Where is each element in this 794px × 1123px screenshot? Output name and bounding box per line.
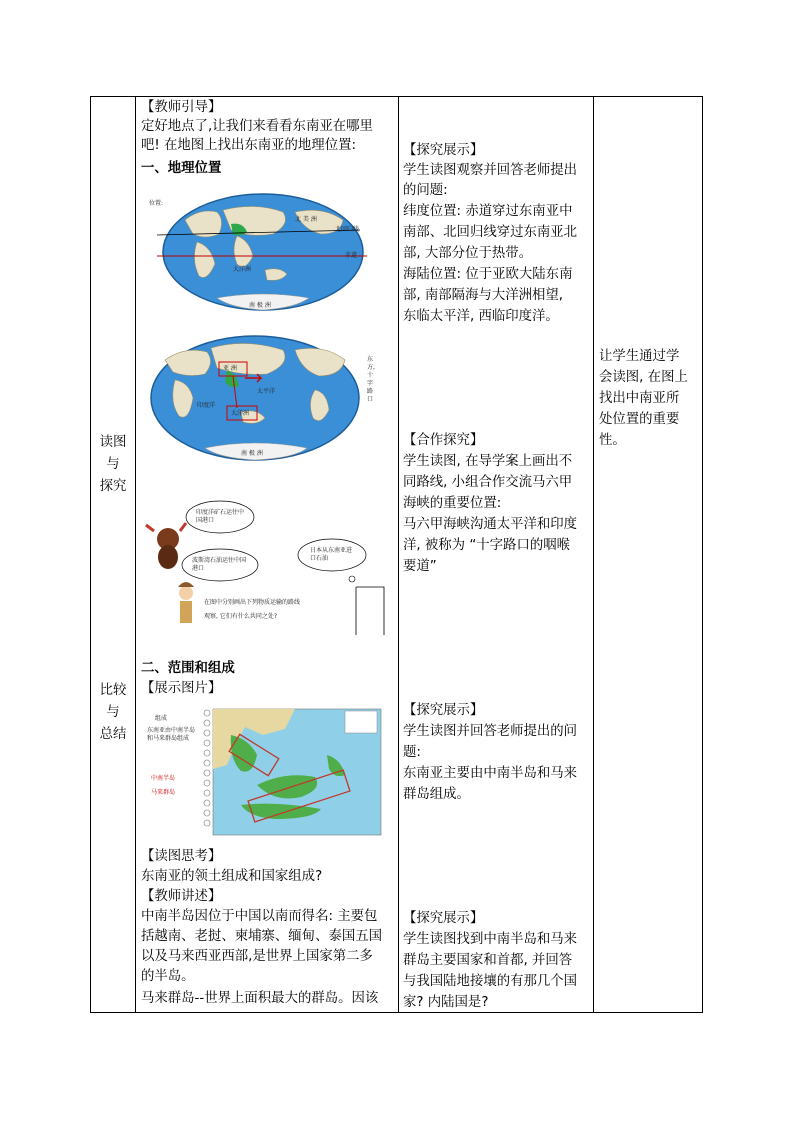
sea-map-note-1: 组成 — [155, 715, 168, 722]
student-line: 学生读图并回答老师提出的问 — [403, 724, 578, 739]
student-line: 学生读图找到中南半岛和马来 — [403, 932, 578, 947]
label-line: 与 — [106, 457, 120, 472]
student-line: 与我国陆地接壤的有那几个国 — [403, 974, 578, 989]
label-line: 读图 — [99, 435, 127, 450]
student-block1-heading: 【探究展示】 — [403, 143, 484, 158]
student-line: 洋, 被称为 “十字路口的咽喉 — [403, 538, 571, 553]
row-label-compare-summary — [95, 680, 131, 746]
student-line: 海峡的重要位置: — [403, 496, 502, 511]
student-line: 部, 南部隔海与大洋洲相望, — [403, 288, 564, 303]
map1-antarctica: 南 极 洲 — [249, 302, 271, 309]
col-divider-1 — [135, 96, 136, 1013]
teacher-talk-line: 括越南、老挝、柬埔寨、缅甸、泰国五国 — [141, 929, 383, 944]
teacher-guide-intro-2: 吧! 在地图上找出东南亚的地理位置: — [141, 138, 356, 153]
sea-map-note-2: 东南亚由中南半岛和马来群岛组成 — [147, 727, 196, 742]
student-line: 同路线, 小组合作交流马六甲 — [403, 475, 573, 490]
student-block3-heading: 【探究展示】 — [403, 703, 484, 718]
map1-tropic: 北回归线 — [335, 226, 360, 233]
cartoon-caption-2: 观察, 它们有什么共同之处? — [204, 613, 277, 620]
world-map2-svg — [145, 330, 385, 470]
map2-antarctica: 南 极 洲 — [241, 450, 263, 457]
teacher-talk-heading: 【教师讲述】 — [141, 889, 222, 904]
cartoon-bubble-1: 印度洋矿石运往中国港口 — [196, 509, 245, 524]
student-line: 学生读图观察并回答老师提出 — [403, 163, 578, 178]
teacher-talk-line: 的半岛。 — [141, 969, 195, 984]
label-line: 与 — [106, 705, 120, 720]
map2-side-note: 东方, 十字路口 — [367, 356, 375, 403]
student-line: 要道” — [403, 559, 437, 574]
student-line: 的问题: — [403, 183, 448, 198]
teacher-guide-heading: 【教师引导】 — [141, 100, 222, 115]
student-line: 家? 内陆国是? — [403, 995, 489, 1010]
student-line: 部, 大部分位于热带。 — [403, 246, 533, 261]
cartoon-illustration — [140, 495, 390, 635]
read-think-question: 东南亚的领土组成和国家组成? — [141, 869, 323, 884]
student-line: 海陆位置: 位于亚欧大陆东南 — [403, 267, 573, 282]
student-line: 南部、北回归线穿过东南亚北 — [403, 225, 578, 240]
student-line: 群岛主要国家和首都, 并回答 — [403, 953, 573, 968]
world-map-latitude — [145, 190, 375, 320]
intent-line: 会读图, 在图上 — [599, 370, 688, 385]
map2-indian-ocean: 印度洋 — [197, 402, 216, 409]
label-line: 总结 — [99, 727, 127, 742]
student-line: 题: — [403, 745, 421, 760]
student-line: 东南亚主要由中南半岛和马来 — [403, 766, 578, 781]
map1-oceania: 大洋洲 — [233, 266, 252, 273]
cartoon-bubble-2: 波斯湾石油运往中国港口 — [192, 557, 247, 572]
world-map-crossroads — [145, 330, 385, 470]
map2-oceania: 大洋洲 — [231, 410, 250, 417]
teacher-talk-line: 中南半岛因位于中国以南而得名: 主要包 — [141, 909, 378, 924]
map2-pacific: 太平洋 — [257, 388, 276, 395]
map1-equator: 赤道 — [345, 252, 358, 259]
sea-map-note-3: 中南半岛 — [151, 775, 176, 782]
teacher-talk-line: 以及马来西亚西部,是世界上国家第二多 — [141, 949, 373, 964]
teacher-talk-line: 马来群岛--世界上面积最大的群岛。因该 — [141, 991, 379, 1006]
map1-pos-label: 位置: — [149, 200, 164, 207]
cartoon-caption-1: 在图中分别画出下列物质运输的路线 — [204, 599, 301, 606]
cartoon-bubble-3: 日本从东南亚进口石油 — [310, 547, 353, 562]
intent-line: 找出中南亚所 — [599, 391, 680, 406]
section-title-location: 一、地理位置 — [141, 161, 222, 176]
world-map-svg — [145, 190, 375, 320]
label-line: 比较 — [99, 683, 127, 698]
sea-map-note-4: 马来群岛 — [151, 789, 176, 796]
label-line: 探究 — [99, 479, 127, 494]
map2-asia: 亚 洲 — [223, 365, 237, 372]
sea-map-svg — [145, 705, 385, 837]
student-block4-heading: 【探究展示】 — [403, 911, 484, 926]
show-picture-heading: 【展示图片】 — [141, 681, 222, 696]
intent-line: 让学生通过学 — [599, 349, 680, 364]
southeast-asia-map — [145, 705, 385, 837]
row-label-read-explore — [95, 432, 131, 498]
intent-line: 性。 — [599, 433, 626, 448]
student-line: 东临太平洋, 西临印度洋。 — [403, 309, 559, 324]
col-divider-2 — [398, 96, 399, 1013]
student-line: 群岛组成。 — [403, 787, 470, 802]
student-line: 学生读图, 在导学案上画出不 — [403, 454, 573, 469]
student-line: 纬度位置: 赤道穿过东南亚中 — [403, 204, 573, 219]
section-title-scope: 二、范围和组成 — [141, 661, 235, 676]
col-divider-3 — [593, 96, 594, 1013]
read-think-heading: 【读图思考】 — [141, 849, 222, 864]
student-line: 马六甲海峡沟通太平洋和印度 — [403, 517, 578, 532]
map1-north-america: 北 美 洲 — [295, 216, 317, 223]
student-block2-heading: 【合作探究】 — [403, 433, 484, 448]
teacher-guide-intro-1: 定好地点了,让我们来看看东南亚在哪里 — [141, 119, 373, 134]
intent-line: 处位置的重要 — [599, 412, 680, 427]
